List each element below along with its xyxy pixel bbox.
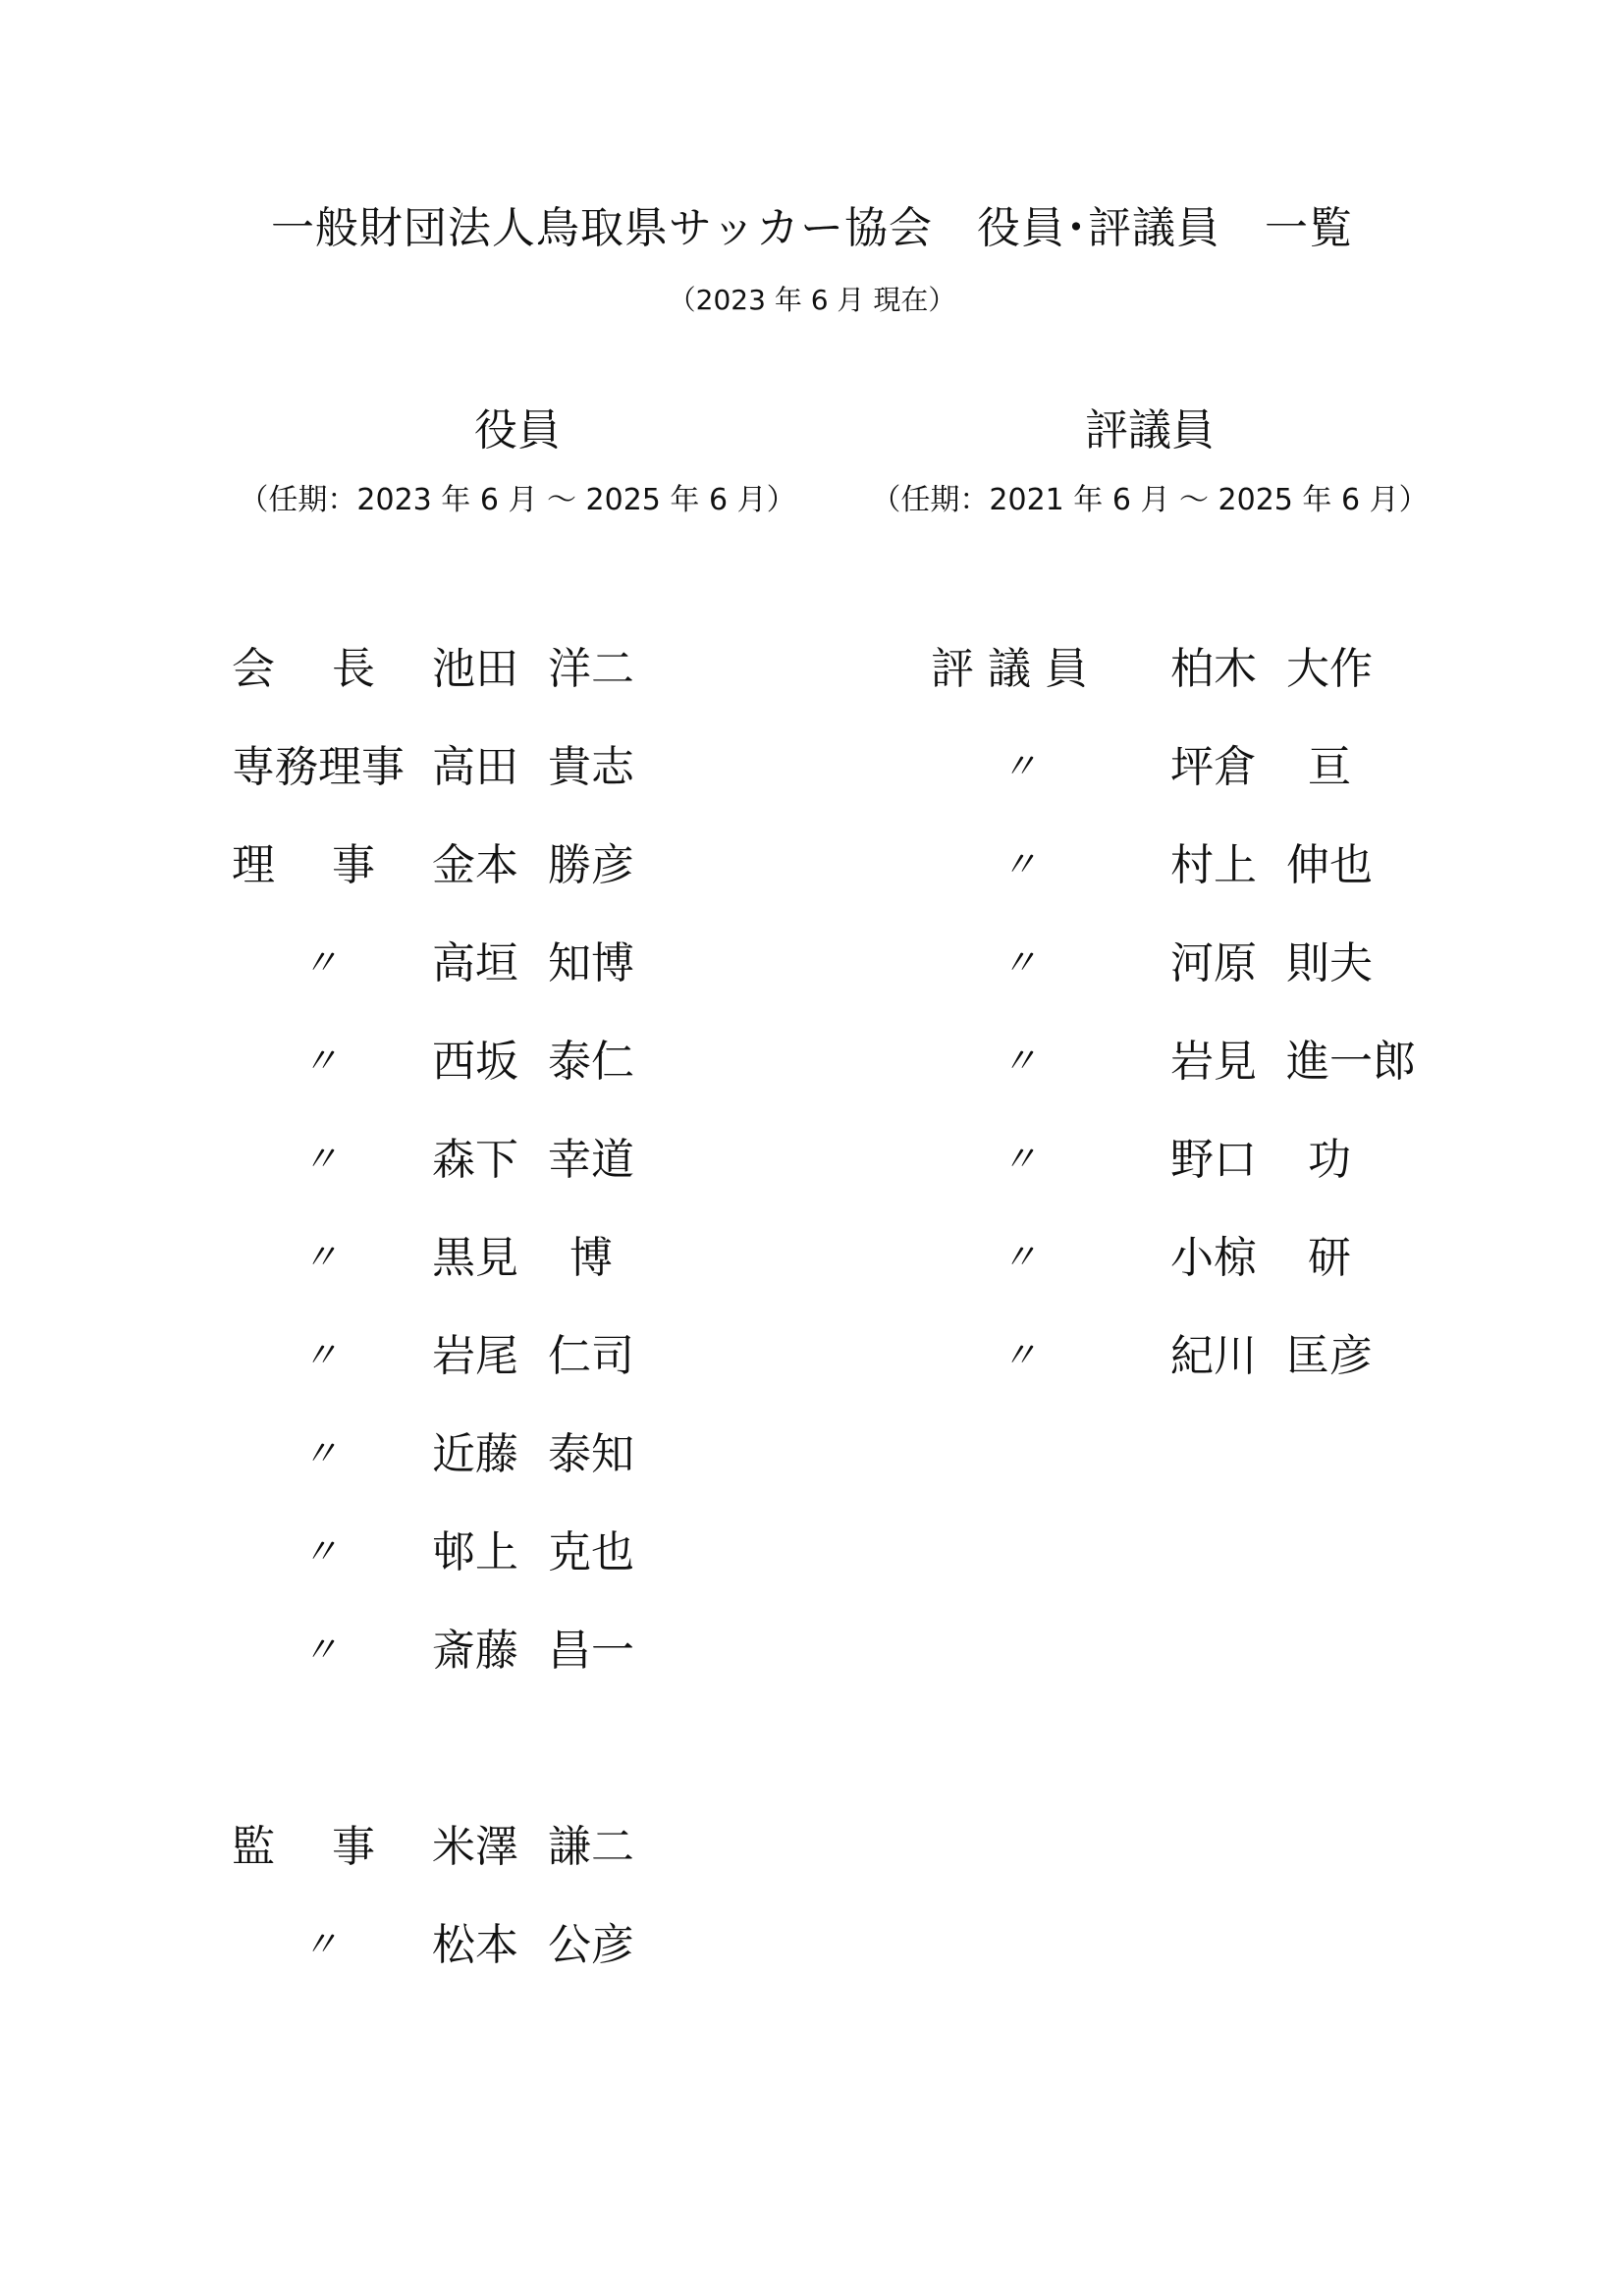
member-first-name: 功	[1308, 1135, 1351, 1185]
member-last-name: 邨上	[432, 1527, 518, 1577]
member-role: 〃	[302, 1336, 333, 1376]
member-first-name: 匡彦	[1286, 1331, 1373, 1381]
member-last-name: 米澤	[432, 1822, 518, 1872]
member-role: 理 事	[232, 840, 375, 890]
officer-row	[232, 738, 742, 797]
councilor-row	[931, 1033, 1481, 1092]
member-first-name: 公彦	[548, 1920, 634, 1970]
officer-row	[232, 1622, 742, 1681]
member-role: 〃	[302, 1630, 333, 1671]
member-role: 〃	[1001, 943, 1032, 984]
member-first-name: 進一郎	[1286, 1037, 1416, 1087]
member-role: 会 長	[232, 644, 375, 694]
member-first-name: 克也	[548, 1527, 634, 1577]
member-role: 〃	[1001, 747, 1032, 787]
member-first-name: 幸道	[548, 1135, 634, 1185]
member-first-name: 仁司	[548, 1331, 634, 1381]
councilor-row	[931, 640, 1481, 699]
member-role: 〃	[1001, 1238, 1032, 1278]
member-last-name: 金本	[432, 840, 518, 890]
member-role: 専務理事	[232, 742, 405, 792]
member-last-name: 西坂	[432, 1037, 518, 1087]
member-role: 監 事	[232, 1822, 375, 1872]
member-role: 〃	[302, 1140, 333, 1180]
member-role: 〃	[302, 1434, 333, 1474]
member-role: 〃	[1001, 1140, 1032, 1180]
auditor-row	[232, 1818, 742, 1877]
councilors-term: （任期：2021 年 6 月 ～ 2025 年 6 月）	[871, 483, 1429, 517]
member-last-name: 小椋	[1170, 1233, 1257, 1283]
member-first-name: 泰仁	[548, 1037, 634, 1087]
member-role: 評 議 員	[931, 644, 1088, 694]
member-last-name: 近藤	[432, 1429, 518, 1479]
member-last-name: 黒見	[432, 1233, 518, 1283]
officer-row	[232, 1327, 742, 1386]
member-first-name: 研	[1308, 1233, 1351, 1283]
member-role: 〃	[1001, 1041, 1032, 1082]
officer-row	[232, 1523, 742, 1582]
member-role: 〃	[302, 1041, 333, 1082]
member-last-name: 松本	[432, 1920, 518, 1970]
officer-row	[232, 1229, 742, 1288]
member-role: 〃	[302, 943, 333, 984]
officer-row	[232, 934, 742, 993]
officer-row	[232, 1033, 742, 1092]
member-last-name: 坪倉	[1170, 742, 1257, 792]
officer-row	[232, 640, 742, 699]
member-last-name: 岩見	[1170, 1037, 1257, 1087]
member-last-name: 高田	[432, 742, 518, 792]
member-first-name: 伸也	[1286, 840, 1373, 890]
member-first-name: 知博	[548, 938, 634, 988]
councilor-row	[931, 934, 1481, 993]
member-last-name: 野口	[1170, 1135, 1257, 1185]
officer-row	[232, 836, 742, 895]
member-first-name: 昌一	[548, 1626, 634, 1676]
member-role: 〃	[1001, 1336, 1032, 1376]
officers-heading: 役員	[474, 405, 561, 455]
member-last-name: 岩尾	[432, 1331, 518, 1381]
member-last-name: 高垣	[432, 938, 518, 988]
member-role: 〃	[302, 1238, 333, 1278]
member-role: 〃	[302, 1925, 333, 1965]
member-last-name: 池田	[432, 644, 518, 694]
member-first-name: 貴志	[548, 742, 634, 792]
officers-term: （任期：2023 年 6 月 ～ 2025 年 6 月）	[239, 483, 796, 517]
member-last-name: 河原	[1170, 938, 1257, 988]
councilor-row	[931, 836, 1481, 895]
member-last-name: 柏木	[1170, 644, 1257, 694]
document-title: 一般財団法人鳥取県サッカー協会 役員･評議員 一覧	[270, 203, 1354, 253]
officer-row	[232, 1131, 742, 1190]
member-first-name: 大作	[1286, 644, 1373, 694]
member-first-name: 博	[569, 1233, 613, 1283]
councilor-row	[931, 1327, 1481, 1386]
member-first-name: 勝彦	[548, 840, 634, 890]
member-role: 〃	[302, 1532, 333, 1573]
member-first-name: 洋二	[548, 644, 634, 694]
member-last-name: 紀川	[1170, 1331, 1257, 1381]
member-first-name: 亘	[1308, 742, 1351, 792]
councilor-row	[931, 1229, 1481, 1288]
member-last-name: 村上	[1170, 840, 1257, 890]
member-role: 〃	[1001, 845, 1032, 885]
member-last-name: 森下	[432, 1135, 518, 1185]
member-first-name: 則夫	[1286, 938, 1373, 988]
councilor-row	[931, 738, 1481, 797]
officer-row	[232, 1425, 742, 1484]
auditor-row	[232, 1916, 742, 1975]
councilors-heading: 評議員	[1085, 405, 1215, 455]
councilor-row	[931, 1131, 1481, 1190]
member-first-name: 謙二	[548, 1822, 634, 1872]
member-first-name: 泰知	[548, 1429, 634, 1479]
member-last-name: 斎藤	[432, 1626, 518, 1676]
as-of-date: （2023 年 6 月 現在）	[668, 284, 956, 316]
